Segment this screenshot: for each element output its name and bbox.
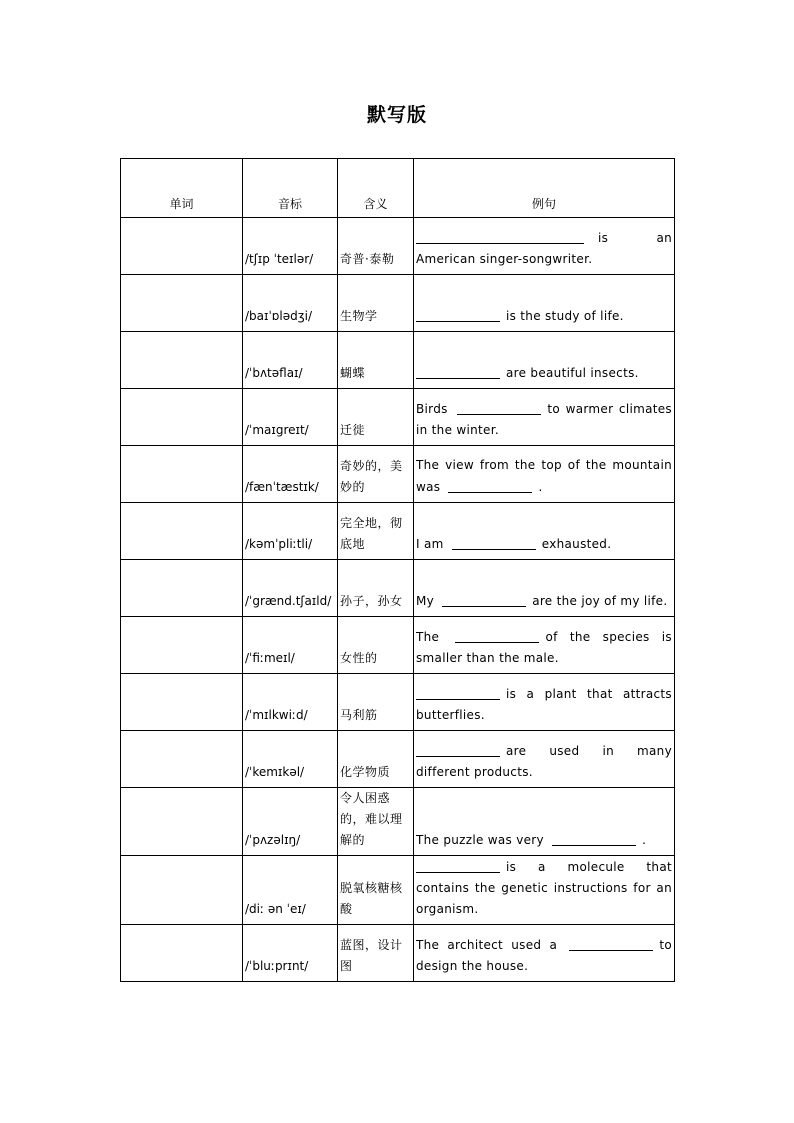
sentence-after-text: of the species is smaller than the male.	[416, 630, 672, 665]
fill-in-blank[interactable]	[552, 831, 636, 846]
sentence-before-text: Birds	[416, 402, 448, 416]
header-meaning: 含义	[338, 159, 414, 218]
sentence-cell	[414, 275, 675, 332]
sentence-cell	[414, 560, 675, 617]
phonetic-cell: /tʃɪp ˈteɪlər/	[243, 218, 338, 275]
table-row	[121, 389, 675, 446]
word-cell[interactable]	[121, 275, 243, 332]
phonetic-cell: /diː ən ˈeɪ/	[243, 856, 338, 925]
fill-in-blank[interactable]	[416, 858, 500, 873]
word-cell[interactable]	[121, 788, 243, 856]
fill-in-blank[interactable]	[569, 936, 653, 951]
phonetic-cell: /ˈkemɪkəl/	[243, 731, 338, 788]
sentence-cell	[414, 389, 675, 446]
meaning-cell: 完全地，彻底地	[338, 503, 414, 560]
sentence-cell	[414, 674, 675, 731]
sentence-cell	[414, 856, 675, 925]
meaning-cell: 马利筋	[338, 674, 414, 731]
fill-in-blank[interactable]	[416, 685, 500, 700]
sentence-cell	[414, 925, 675, 982]
phonetic-cell: /ˈfiːmeɪl/	[243, 617, 338, 674]
word-cell[interactable]	[121, 332, 243, 389]
fill-in-blank[interactable]	[457, 400, 541, 415]
table-row	[121, 856, 675, 925]
meaning-cell: 奇普·泰勒	[338, 218, 414, 275]
phonetic-cell: /baɪˈɒlədʒi/	[243, 275, 338, 332]
fill-in-blank[interactable]	[452, 535, 536, 550]
word-cell[interactable]	[121, 560, 243, 617]
sentence-cell	[414, 446, 675, 503]
sentence-before-text: The view from the top of the mountain was	[416, 458, 672, 494]
sentence-before-text: The architect used a	[416, 938, 558, 952]
fill-in-blank[interactable]	[416, 229, 584, 244]
table-header-row	[121, 159, 675, 218]
phonetic-cell: /ˈmaɪgreɪt/	[243, 389, 338, 446]
sentence-after-text: .	[642, 833, 647, 847]
table-row	[121, 731, 675, 788]
word-cell[interactable]	[121, 856, 243, 925]
meaning-cell: 令人困惑的，难以理解的	[338, 788, 414, 856]
fill-in-blank[interactable]	[448, 478, 532, 493]
fill-in-blank[interactable]	[416, 742, 500, 757]
meaning-cell: 女性的	[338, 617, 414, 674]
sentence-cell	[414, 503, 675, 560]
sentence-cell	[414, 731, 675, 788]
meaning-cell: 蓝图，设计图	[338, 925, 414, 982]
phonetic-cell: /ˈbluːprɪnt/	[243, 925, 338, 982]
sentence-after-text: are the joy of my life.	[532, 594, 668, 608]
sentence-after-text: to warmer climates in the winter.	[416, 402, 672, 437]
phonetic-cell: /fænˈtæstɪk/	[243, 446, 338, 503]
meaning-cell: 生物学	[338, 275, 414, 332]
table-row	[121, 925, 675, 982]
table-row	[121, 674, 675, 731]
phonetic-cell: /ˈpʌzəlɪŋ/	[243, 788, 338, 856]
table-row	[121, 788, 675, 856]
phonetic-cell: /ˈgrænd.tʃaɪld/	[243, 560, 338, 617]
table-row	[121, 560, 675, 617]
sentence-before-text: I am	[416, 537, 444, 551]
sentence-cell	[414, 332, 675, 389]
header-word: 单词	[121, 159, 243, 218]
word-cell[interactable]	[121, 674, 243, 731]
phonetic-cell: /kəmˈpliːtli/	[243, 503, 338, 560]
sentence-after-text: are beautiful insects.	[506, 366, 639, 380]
sentence-after-text: are used in many different products.	[416, 744, 672, 779]
sentence-after-text: to design the house.	[416, 938, 672, 973]
sentence-after-text: is an American singer-songwriter.	[416, 231, 672, 266]
word-cell[interactable]	[121, 389, 243, 446]
table-row	[121, 503, 675, 560]
sentence-cell	[414, 788, 675, 856]
word-cell[interactable]	[121, 925, 243, 982]
word-cell[interactable]	[121, 617, 243, 674]
phonetic-cell: /ˈmɪlkwiːd/	[243, 674, 338, 731]
fill-in-blank[interactable]	[442, 592, 526, 607]
meaning-cell: 脱氧核糖核酸	[338, 856, 414, 925]
header-phonetic: 音标	[243, 159, 338, 218]
meaning-cell: 蝴蝶	[338, 332, 414, 389]
table-row	[121, 275, 675, 332]
word-cell[interactable]	[121, 218, 243, 275]
table-row	[121, 446, 675, 503]
fill-in-blank[interactable]	[416, 307, 500, 322]
page-title: 默写版	[366, 104, 427, 126]
header-sentence: 例句	[414, 159, 675, 218]
sentence-before-text: The puzzle was very	[416, 833, 544, 847]
sentence-after-text: exhausted.	[541, 537, 612, 551]
sentence-before-text: My	[416, 594, 435, 608]
vocabulary-table	[120, 158, 675, 982]
table-row	[121, 617, 675, 674]
phonetic-cell: /ˈbʌtəflaɪ/	[243, 332, 338, 389]
meaning-cell: 化学物质	[338, 731, 414, 788]
word-cell[interactable]	[121, 731, 243, 788]
sentence-cell	[414, 617, 675, 674]
sentence-before-text: The	[416, 630, 440, 644]
meaning-cell: 迁徙	[338, 389, 414, 446]
table-row	[121, 332, 675, 389]
fill-in-blank[interactable]	[416, 364, 500, 379]
sentence-after-text: is a plant that attracts butterflies.	[416, 687, 672, 722]
sentence-after-text: .	[538, 480, 543, 494]
fill-in-blank[interactable]	[455, 628, 539, 643]
sentence-cell	[414, 218, 675, 275]
word-cell[interactable]	[121, 503, 243, 560]
meaning-cell: 奇妙的，美妙的	[338, 446, 414, 503]
table-row	[121, 218, 675, 275]
meaning-cell: 孙子，孙女	[338, 560, 414, 617]
sentence-after-text: is a molecule that contains the genetic instructions for an organism.	[416, 860, 672, 916]
word-cell[interactable]	[121, 446, 243, 503]
sentence-after-text: is the study of life.	[506, 309, 624, 323]
